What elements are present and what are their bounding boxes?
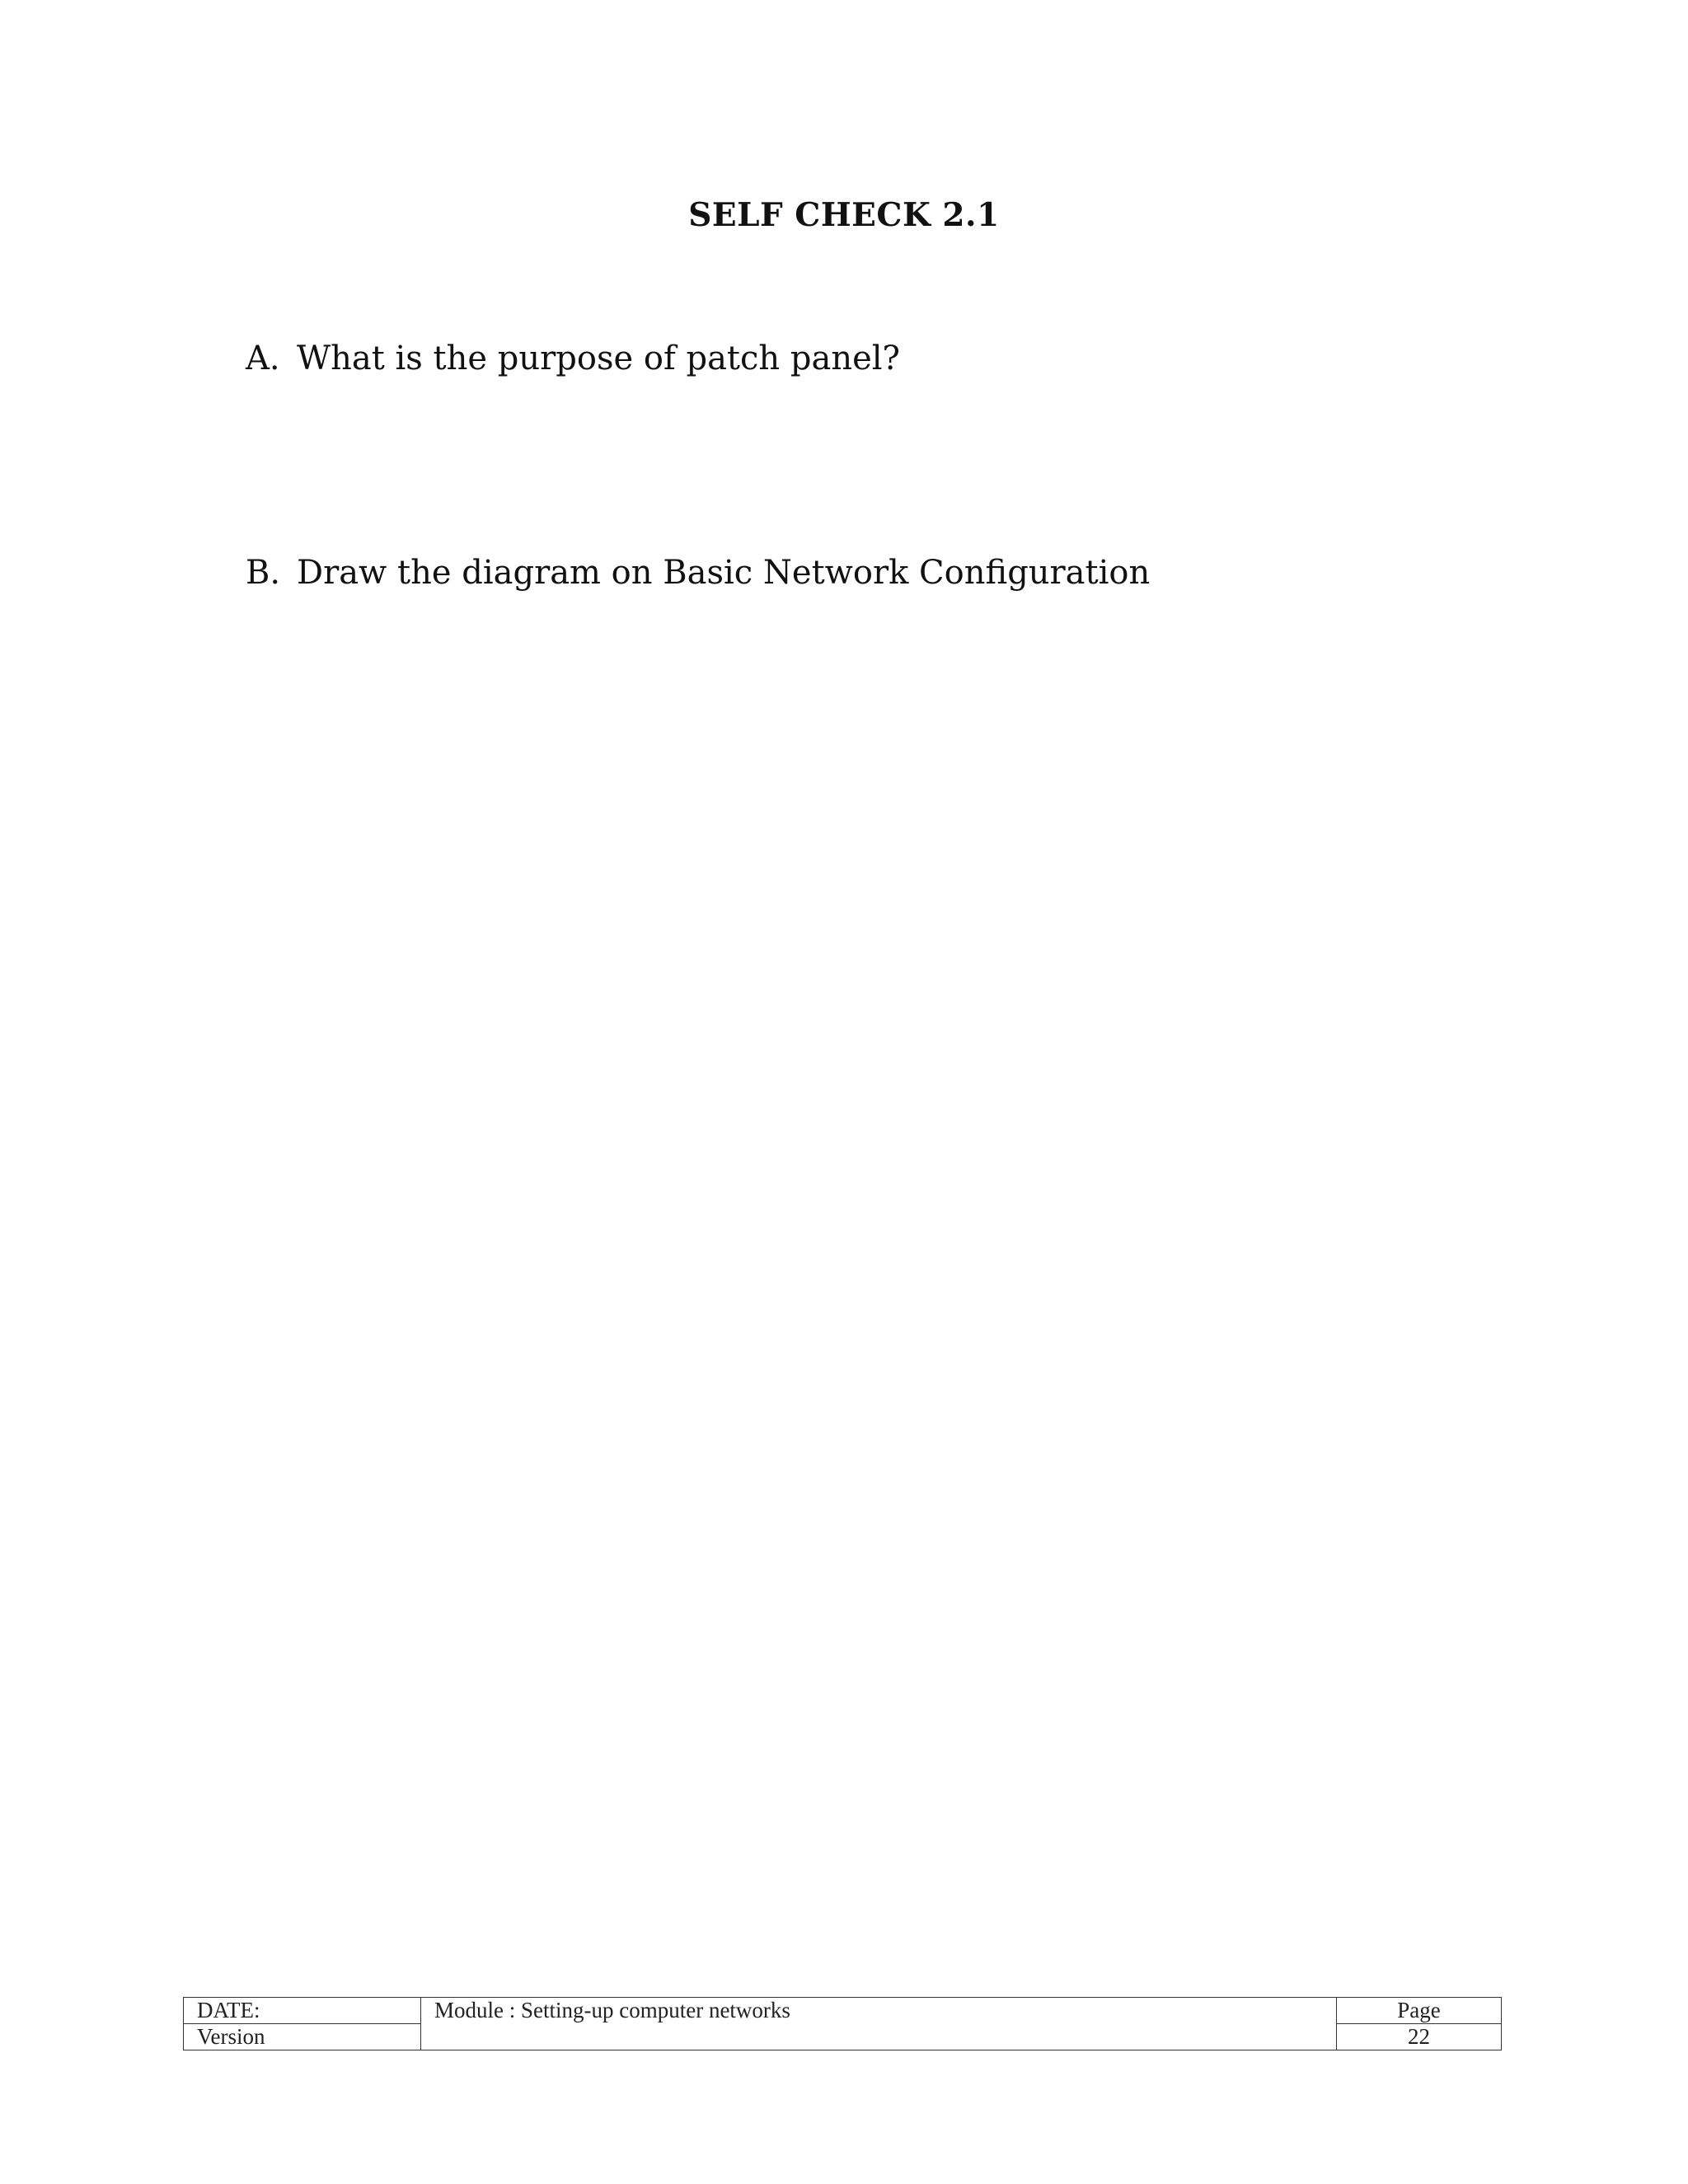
footer-module-text: Module : Setting-up computer networks — [421, 1998, 1337, 2050]
page-title: SELF CHECK 2.1 — [688, 196, 1000, 234]
question-b-letter: B. — [246, 554, 281, 592]
question-b — [246, 554, 1150, 592]
footer-version-label: Version — [184, 2024, 421, 2050]
footer-table — [183, 1997, 1502, 2050]
question-a-letter: A. — [246, 340, 280, 377]
footer-row-top — [184, 1998, 1502, 2024]
question-a-text: What is the purpose of patch panel? — [297, 340, 900, 377]
footer-page-label: Page — [1337, 1998, 1502, 2024]
question-b-text: Draw the diagram on Basic Network Configuration — [297, 554, 1151, 592]
footer-date-label: DATE: — [184, 1998, 421, 2024]
question-a — [246, 340, 900, 377]
footer-page-number: 22 — [1337, 2024, 1502, 2050]
